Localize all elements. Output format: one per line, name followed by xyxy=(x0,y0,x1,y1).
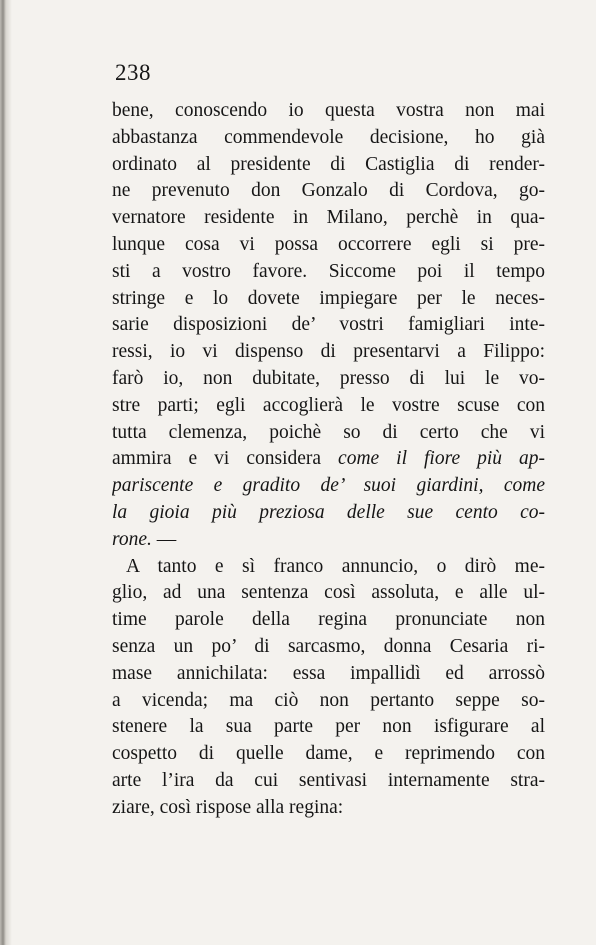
text-line xyxy=(112,446,545,473)
text-segment: ammira e vi considera xyxy=(112,448,339,470)
text-line xyxy=(112,527,545,554)
page-binding-edge xyxy=(0,0,12,945)
text-line: ziare, così rispose alla regina: xyxy=(112,796,344,818)
text-line: lunque cosa vi possa occorrere egli si pre- xyxy=(112,233,545,255)
text-line: time parole della regina pronunciate non xyxy=(112,609,545,631)
text-line: abbastanza commendevole decisione, ho già xyxy=(112,126,545,148)
italic-quote-line: pariscente e gradito de’ suoi giardini, come xyxy=(112,475,545,497)
text-line: cospetto di quelle dame, e reprimendo con xyxy=(112,743,545,765)
text-line: arte l’ira da cui sentivasi internamente stra- xyxy=(112,769,545,791)
text-line: ressi, io vi dispenso di presentarvi a Filippo: xyxy=(112,341,545,363)
text-line: mase annichilata: essa impallidì ed arrossò xyxy=(112,662,545,684)
text-line: stre parti; egli accoglierà le vostre scuse con xyxy=(112,394,545,416)
text-line: ne prevenuto don Gonzalo di Cordova, go- xyxy=(112,180,545,202)
italic-quote-segment: rone. xyxy=(112,528,152,550)
text-line: A tanto e sì franco annuncio, o dirò me- xyxy=(126,555,545,577)
text-line: a vicenda; ma ciò non pertanto seppe so- xyxy=(112,689,545,711)
text-line: sti a vostro favore. Siccome poi il tempo xyxy=(112,260,545,282)
body-text xyxy=(112,98,545,822)
text-line: sarie disposizioni de’ vostri famigliari inte- xyxy=(112,314,545,336)
text-line: vernatore residente in Milano, perchè in qua- xyxy=(112,207,545,229)
text-line: stenere la sua parte per non isfigurare al xyxy=(112,716,545,738)
text-line: bene, conoscendo io questa vostra non mai xyxy=(112,100,545,121)
text-line: stringe e lo dovete impiegare per le neces- xyxy=(112,287,545,309)
text-line: tutta clemenza, poichè so di certo che vi xyxy=(112,421,545,443)
page-number: 238 xyxy=(115,60,151,85)
italic-quote-line: la gioia più preziosa delle sue cento co- xyxy=(112,501,545,523)
text-segment: — xyxy=(151,528,177,550)
text-line: senza un po’ di sarcasmo, donna Cesaria ri- xyxy=(112,635,545,657)
paragraph-2 xyxy=(112,554,545,822)
text-line: ordinato al presidente di Castiglia di render- xyxy=(112,153,545,175)
italic-quote-segment: come il fiore più ap- xyxy=(338,448,545,470)
text-line: glio, ad una sentenza così assoluta, e alle ul- xyxy=(112,582,545,604)
paragraph-1 xyxy=(112,98,545,554)
text-line: farò io, non dubitate, presso di lui le vo- xyxy=(112,367,545,389)
